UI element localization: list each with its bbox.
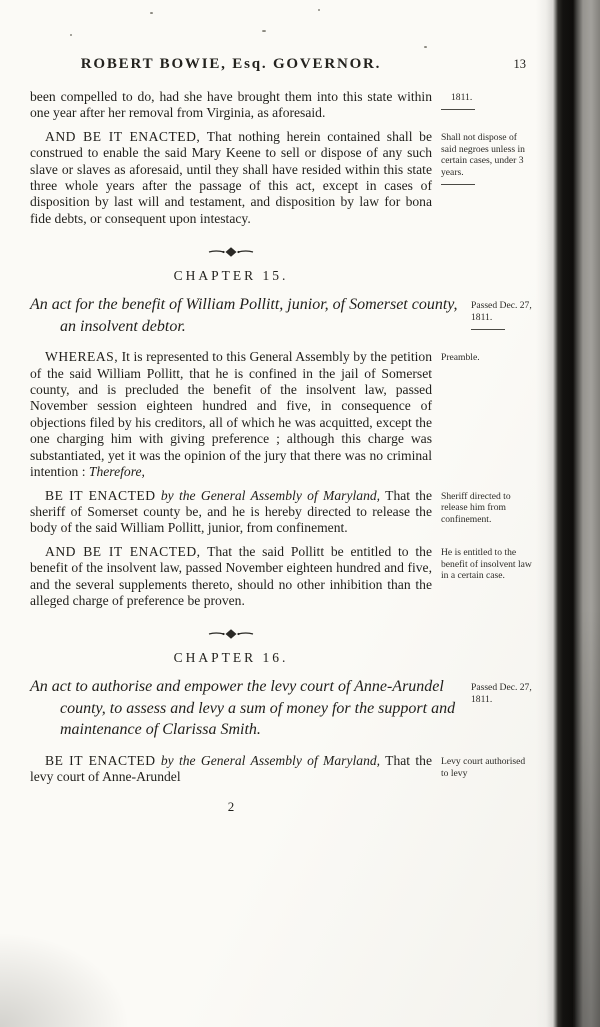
- margin-note-text: Passed Dec. 27, 1811.: [471, 682, 532, 706]
- enacting-authority: by the General Assembly of Maryland,: [155, 487, 381, 503]
- margin-note-rule: [441, 109, 475, 110]
- enacting-body: That the sheriff of Somerset county be, and he is hereby directed to release the body of the said William Pollitt, junior, from confinement.: [30, 487, 432, 536]
- enacting-body: That the said Pollitt be entitled to the benefit of the insolvent law, passed November eighteen hundred and five, and the several supplements thereto, should no other inhibition than the alleged charge of preference be proven.: [30, 543, 432, 608]
- act-title-row: [30, 676, 532, 753]
- paragraph-enacting-clause: [30, 488, 432, 537]
- scan-artifact: [150, 12, 153, 14]
- section-divider-icon: [208, 246, 254, 258]
- whereas-therefore: Therefore,: [88, 464, 145, 480]
- enacting-lead: BE IT ENACTED: [45, 487, 156, 503]
- act-title: An act for the benefit of William Pollitt, junior, of Somerset county, an insolvent debtor.: [30, 296, 458, 335]
- corner-shadow: [0, 932, 130, 1027]
- enacting-body: That the levy court of Anne-Arundel: [30, 752, 432, 785]
- margin-note: [441, 753, 532, 780]
- margin-note-text: 1811.: [451, 92, 473, 103]
- margin-note-rule: [471, 329, 505, 330]
- margin-note: [441, 488, 532, 526]
- enacting-lead: AND BE IT ENACTED,: [45, 543, 201, 559]
- page-header-title: ROBERT BOWIE, Esq. GOVERNOR.: [80, 56, 382, 72]
- margin-note: [471, 294, 532, 330]
- enacting-paragraph-row: [30, 753, 532, 793]
- act-title-row: [30, 294, 532, 349]
- paragraph-enacting-clause: [30, 129, 432, 227]
- margin-note: [441, 129, 532, 185]
- intro-paragraph-row: [30, 89, 532, 129]
- act-title: An act to authorise and empower the levy court of Anne-Arundel county, to assess and levy a sum of money for the support and maintenance of Clarissa Smith.: [30, 678, 456, 739]
- scan-artifact: [70, 34, 72, 36]
- section-divider-icon: [208, 628, 254, 640]
- margin-note: [441, 544, 532, 582]
- whereas-lead: WHEREAS,: [45, 349, 119, 365]
- chapter-heading: CHAPTER 16.: [173, 650, 289, 666]
- margin-note-text: Preamble.: [441, 352, 480, 364]
- enacting-lead: BE IT ENACTED: [45, 752, 156, 768]
- scan-artifact: [424, 46, 427, 48]
- whereas-body: It is represented to this General Assembly by the petition of the said William Pollitt, that he is confined in the jail of Somerset county, and is precluded the benefit of the insolvent law, passed November session eighteen hundred and five, in consequence of objections filed by his creditors, all of which he was acquitted, except the one charging him with giving preference ; although this charge was substantiated, yet it was the opinion of the jury that there was no criminal intention :: [30, 349, 432, 480]
- paragraph-enacting-clause: [30, 753, 432, 786]
- margin-note-text: Shall not dispose of said negroes unless in certain cases, under 3 years.: [441, 131, 525, 179]
- section-divider: [30, 246, 432, 258]
- enacting-paragraph-row: [30, 488, 532, 544]
- signature-mark: 2: [227, 798, 235, 814]
- margin-note: [471, 676, 532, 706]
- scan-artifact: [262, 30, 266, 32]
- page-number: 13: [513, 57, 526, 71]
- page-content: [30, 56, 532, 815]
- paragraph-continuation: been compelled to do, had she have brought them into this state within one year after her removal from Virginia, as aforesaid.: [30, 89, 432, 121]
- running-header: [30, 56, 532, 73]
- book-edge-shadow-bottom: [574, 607, 600, 1027]
- margin-note: [441, 89, 532, 110]
- margin-note-text: Levy court authorised to levy: [441, 755, 526, 779]
- paragraph-whereas: [30, 349, 432, 480]
- enacting-authority: by the General Assembly of Maryland,: [155, 752, 381, 768]
- margin-note-text: Sheriff directed to release him from confinement.: [441, 490, 511, 526]
- section-divider: [30, 628, 432, 640]
- enacting-paragraph-row: [30, 544, 532, 617]
- enacting-paragraph-row: [30, 129, 532, 234]
- scan-artifact: [318, 9, 320, 11]
- whereas-paragraph-row: [30, 349, 532, 487]
- margin-note-text: Passed Dec. 27, 1811.: [471, 300, 532, 324]
- margin-note-text: He is entitled to the benefit of insolvent law in a certain case.: [441, 546, 532, 582]
- enacting-body: That nothing herein contained shall be construed to enable the said Mary Keene to sell or dispose of any such slave or slaves as aforesaid, until they shall have resided within this state three whole years after the passage of this act, except in cases of disposition by last will and testament, and disposition by law for bona fide debts, or consequent upon intestacy.: [30, 128, 433, 226]
- paragraph-enacting-clause: [30, 544, 432, 610]
- margin-note: [441, 349, 532, 364]
- chapter-heading: CHAPTER 15.: [173, 268, 289, 284]
- enacting-lead: AND BE IT ENACTED,: [45, 128, 201, 144]
- margin-note-rule: [441, 184, 475, 185]
